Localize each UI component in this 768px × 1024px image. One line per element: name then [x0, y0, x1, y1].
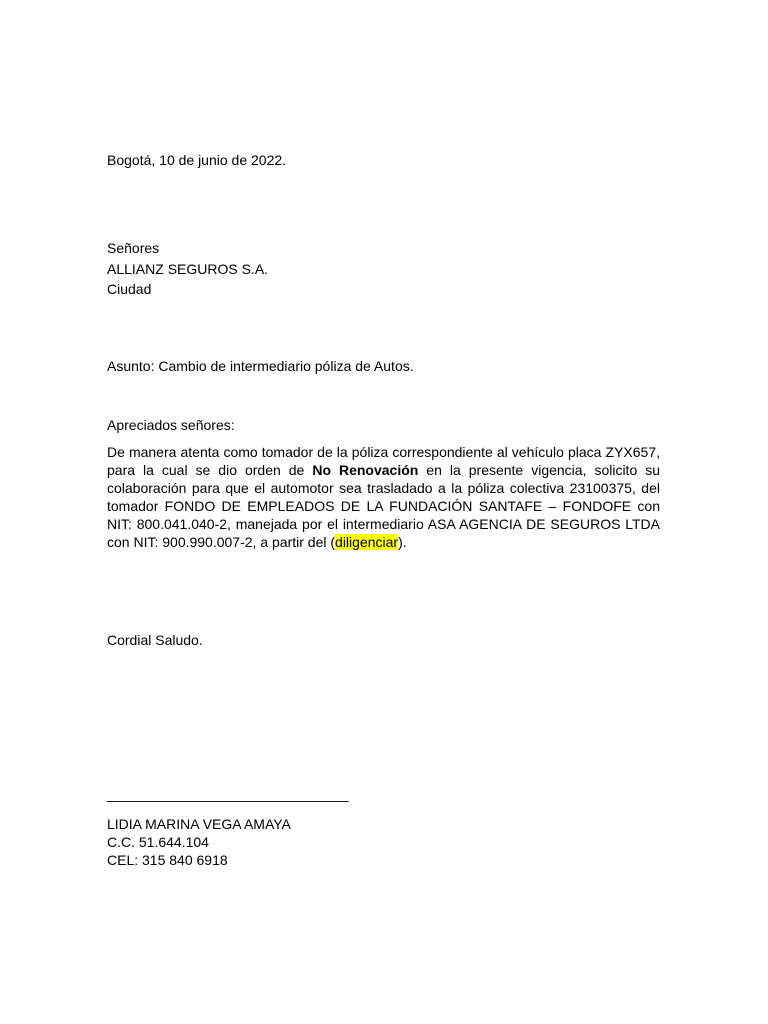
recipient-salutation: Señores — [107, 240, 160, 256]
body-text-part1: De manera atenta como tomador de la póliza correspondiente al vehículo placa ZYX657, para la cual se dio orden de — [107, 444, 660, 478]
date-line: Bogotá, 10 de junio de 2022. — [107, 152, 287, 168]
recipient-company: ALLIANZ SEGUROS S.A. — [107, 261, 269, 277]
greeting-line: Apreciados señores: — [107, 417, 235, 433]
subject-line: Asunto: Cambio de intermediario póliza de Autos. — [107, 358, 414, 374]
body-text-part2: en la presente vigencia, solicito su colaboración para que el automotor sea trasladado a la póliza colectiva 23100375, del tomador FONDO DE EMPLEADOS DE LA FUNDACIÓN SANTAFE – FONDOFE con NIT: 800.041.040-2, manejada por el intermediario ASA AGENCIA DE SEGUROS LTDA con NIT: 900.990.007-2, a partir del ( — [107, 462, 661, 550]
signer-id: C.C. 51.644.104 — [107, 834, 209, 850]
signer-phone: CEL: 315 840 6918 — [107, 852, 228, 868]
recipient-city: Ciudad — [107, 281, 152, 297]
signature-line: _______________________________ — [107, 786, 349, 802]
closing-line: Cordial Saludo. — [107, 632, 203, 648]
body-highlighted-text: diligenciar — [335, 534, 399, 550]
body-bold-text: No Renovación — [312, 462, 419, 478]
body-text-part3: ). — [398, 534, 407, 550]
body-paragraph — [107, 443, 660, 551]
signer-name: LIDIA MARINA VEGA AMAYA — [107, 816, 291, 832]
